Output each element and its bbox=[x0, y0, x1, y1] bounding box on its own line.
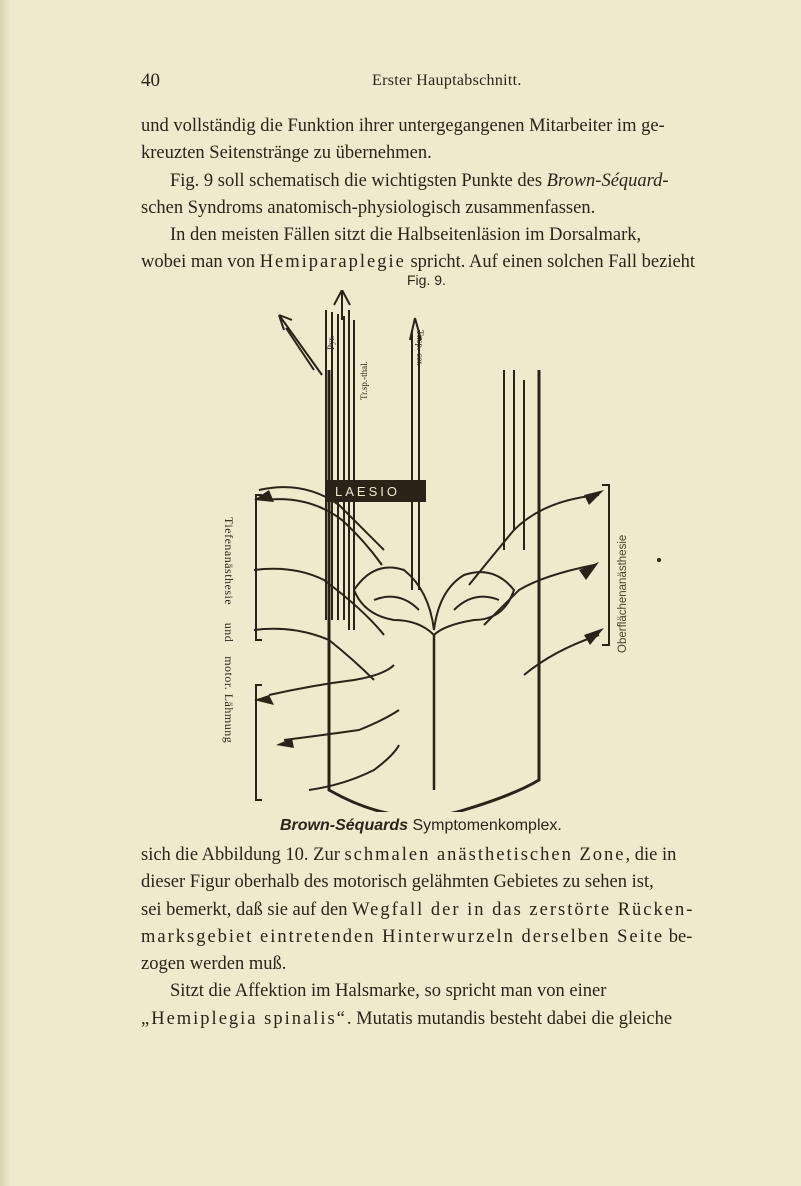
tract-bundle bbox=[349, 310, 354, 630]
text-span: Fig. 9 soll schematisch die wichtigsten Punkte des bbox=[170, 170, 547, 191]
text-span: zogen werden muß. bbox=[141, 954, 287, 975]
figure-caption bbox=[280, 817, 562, 835]
spinal-cord-diagram bbox=[214, 290, 634, 812]
text-line bbox=[141, 978, 735, 1005]
text-line bbox=[141, 842, 735, 869]
page-number: 40 bbox=[141, 70, 160, 91]
text-line bbox=[141, 1006, 735, 1033]
text-span: kreuzten Seitenstränge zu übernehmen. bbox=[141, 143, 432, 164]
text-line bbox=[141, 168, 735, 195]
right-bracket bbox=[602, 485, 609, 645]
arrow-top-left bbox=[279, 315, 322, 375]
tract-label-1: Pyr. bbox=[326, 335, 336, 350]
text-span: Sitzt die Affektion im Halsmarke, so spricht man von einer bbox=[170, 981, 607, 1002]
text-span: , die in bbox=[625, 845, 677, 865]
spaced-term: schmalen anästhetischen Zone bbox=[344, 845, 626, 865]
root-right-1 bbox=[469, 495, 599, 585]
text-span: schen Syndroms anatomisch-physiologisch zusammenfassen. bbox=[141, 197, 596, 218]
root-left-1b bbox=[264, 499, 382, 565]
text-line bbox=[141, 140, 735, 167]
text-line bbox=[141, 222, 735, 249]
root-left-3 bbox=[254, 629, 374, 680]
left-label-part: und bbox=[222, 622, 236, 643]
text-span: spricht. Auf einen solchen Fall bezieht bbox=[405, 252, 696, 273]
italic-name: Brown-Séquard- bbox=[546, 170, 669, 191]
root-left-4 bbox=[269, 665, 394, 695]
left-bracket-top bbox=[256, 495, 262, 640]
root-left-5 bbox=[284, 710, 399, 740]
text-span: und vollständig die Funktion ihrer untergegangenen Mitarbeiter im ge- bbox=[141, 116, 665, 136]
left-bracket-bottom bbox=[256, 685, 262, 800]
arrowhead-right bbox=[584, 490, 604, 505]
pyramid-arrow bbox=[334, 290, 350, 320]
text-span: In den meisten Fällen sitzt die Halbseitenläsion im Dorsalmark, bbox=[170, 225, 642, 246]
running-title: Erster Hauptabschnitt. bbox=[372, 72, 522, 89]
arrowhead-right bbox=[579, 562, 599, 580]
text-span: dieser Figur oberhalb des motorisch gelähmten Gebietes zu sehen ist, bbox=[141, 872, 654, 893]
page-edge bbox=[0, 0, 10, 1186]
margin-dot bbox=[657, 558, 661, 562]
paragraph-bottom bbox=[141, 842, 735, 1033]
text-line bbox=[141, 113, 735, 140]
figure-label: Fig. 9. bbox=[407, 272, 446, 288]
paragraph-top bbox=[141, 113, 735, 277]
spaced-term: „Hemiplegia spinalis“ bbox=[141, 1008, 347, 1029]
text-span: sich die Abbildung 10. Zur bbox=[141, 845, 345, 865]
text-line bbox=[141, 897, 735, 924]
caption-text: Symptomenkomplex. bbox=[408, 817, 562, 834]
text-line bbox=[141, 924, 735, 951]
right-side-label: Oberflächenanästhesie bbox=[617, 534, 629, 653]
text-span: . Mutatis mutandis besteht dabei die gleiche bbox=[346, 1008, 673, 1029]
left-label-part: Tiefenanästhesie bbox=[222, 517, 236, 606]
spaced-term: marksgebiet eintretenden Hinterwurzeln derselben Seite bbox=[141, 926, 665, 947]
text-line bbox=[141, 951, 735, 978]
text-span: be- bbox=[664, 926, 693, 947]
lesion-label: LAESIO bbox=[335, 484, 400, 499]
grey-matter bbox=[354, 568, 514, 636]
spaced-term: Wegfall der in das zerstörte Rücken- bbox=[352, 899, 695, 920]
arrowhead-right bbox=[584, 628, 604, 645]
tract-label-2: Tr.sp.-thal. bbox=[359, 361, 369, 400]
left-label-part: motor. Lähmung bbox=[222, 656, 236, 744]
page-header bbox=[0, 70, 801, 94]
root-left-6 bbox=[309, 745, 399, 790]
text-line bbox=[141, 869, 735, 896]
text-span: wobei man von bbox=[141, 252, 260, 273]
spaced-term: Hemiparaplegie bbox=[259, 252, 406, 273]
caption-name: Brown-Séquards bbox=[280, 817, 409, 834]
text-line bbox=[141, 195, 735, 222]
grey-matter-inner bbox=[374, 597, 499, 610]
text-span: sei bemerkt, daß sie auf den bbox=[141, 899, 353, 920]
tract-label-3: Tr.sp.-cer. bbox=[415, 330, 425, 366]
